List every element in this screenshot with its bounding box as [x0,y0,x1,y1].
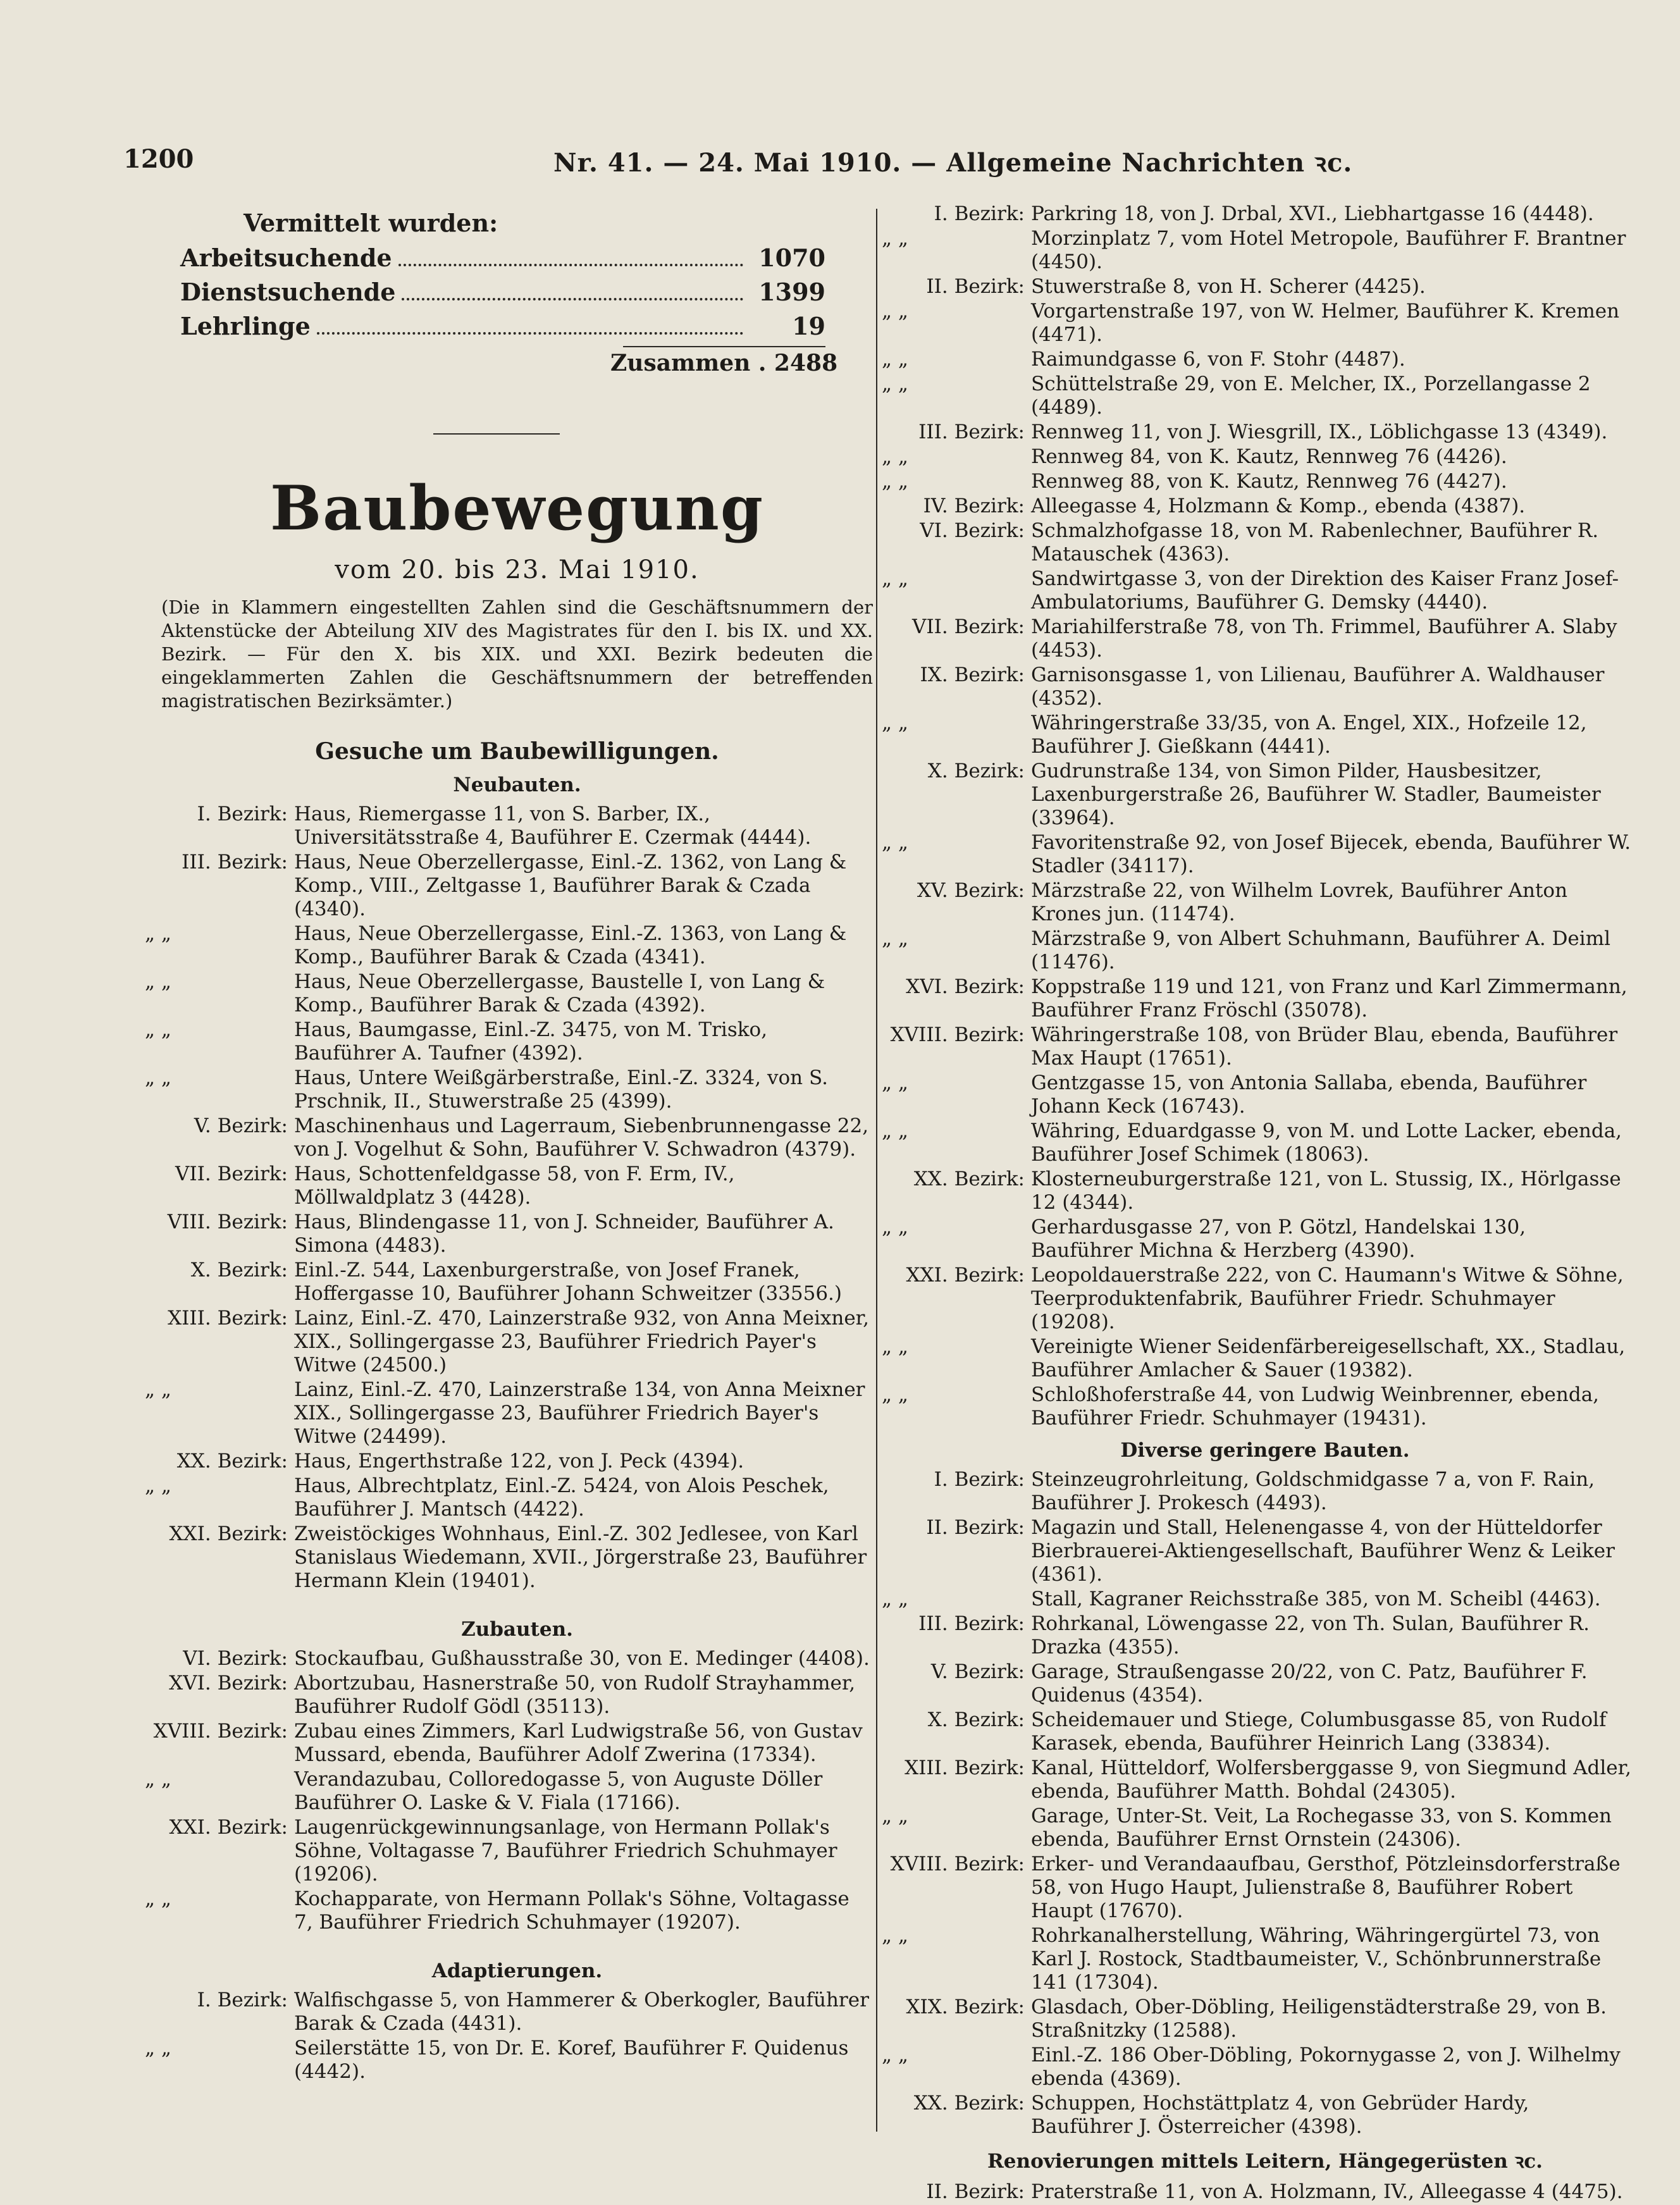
list-item [145,970,873,1017]
stats-row [180,309,825,343]
list-item [898,1660,1632,1707]
entry-text: Laugenrückgewinnungsanlage, von Hermann Pollak's Söhne, Voltagasse 7, Bauführer Friedrich Schuhmayer (19206). [294,1816,837,1886]
list-item [898,2092,1632,2139]
list-item [898,615,1632,662]
entry-text: Maschinenhaus und Lagerraum, Siebenbrunnengasse 22, von J. Vogelhut & Sohn, Bauführer V. Schwadron (4379). [294,1115,869,1161]
district-label: VIII. Bezirk: [167,1211,288,1233]
entry-text: Seilerstätte 15, von Dr. E. Koref, Bauführer F. Quidenus (4442). [294,2037,849,2083]
entry-text: Walfischgasse 5, von Hammerer & Oberkogler, Bauführer Barak & Czada (4431). [294,1989,869,2035]
list-item [161,1647,873,1671]
running-title: Nr. 41. — 24. Mai 1910. — Allgemeine Nachrichten ꝛc. [553,148,1353,178]
article-title: Baubewegung [270,472,764,544]
district-label: „ „ [882,712,908,734]
district-label: I. Bezirk: [934,1468,1025,1491]
district-label: „ „ [882,1335,908,1358]
district-label: „ „ [145,922,171,945]
list-item [898,1708,1632,1755]
district-label: „ „ [145,1474,171,1497]
list-item [898,275,1632,299]
district-label: „ „ [882,1216,908,1238]
right-column [882,202,1632,2205]
list-item [161,1115,873,1161]
entry-text: Währingerstraße 33/35, von A. Engel, XIX., Hofzeile 12, Bauführer J. Gießkann (4441). [1031,712,1587,758]
total-label: Zusammen [610,350,751,376]
district-label: X. Bezirk: [190,1259,288,1282]
list-item [890,1023,1632,1070]
list-item [898,1996,1632,2042]
entry-text: Schüttelstraße 29, von E. Melcher, IX., Porzellangasse 2 (4489). [1031,373,1591,419]
district-label: XXI. Bezirk: [169,1816,288,1839]
district-label: „ „ [145,1066,171,1089]
total-value: 2488 [774,350,838,376]
entry-text: Schloßhoferstraße 44, von Ludwig Weinbrenner, ebenda, Bauführer Friedr. Schuhmayer (19431). [1031,1383,1600,1430]
neubauten-list [145,803,873,1593]
entry-text: Leopoldauerstraße 222, von C. Haumann's Witwe & Söhne, Teerproduktenfabrik, Bauführer Friedr. Schuhmayer (19208). [1031,1264,1624,1333]
district-label: X. Bezirk: [927,760,1025,782]
list-item [882,373,1632,419]
district-label: „ „ [882,927,908,950]
list-item [882,227,1632,274]
district-label: „ „ [145,1018,171,1041]
page-header [123,144,1566,182]
district-label: III. Bezirk: [918,421,1025,443]
list-item [161,851,873,921]
list-item [882,300,1632,347]
entry-text: Verandazubau, Colloredogasse 5, von Auguste Döller Bauführer O. Laske & V. Fiala (17166). [294,1768,823,1814]
section-title: Gesuche um Baubewilligungen. [315,738,719,765]
list-item [882,927,1632,974]
list-item [898,1168,1632,1214]
entry-text: Gentzgasse 15, von Antonia Sallaba, ebenda, Bauführer Johann Keck (16743). [1031,1072,1587,1118]
entry-text: Märzstraße 9, von Albert Schuhmann, Bauführer A. Deiml (11476). [1031,927,1610,973]
list-item [898,519,1632,566]
entry-text: Stockaufbau, Gußhausstraße 30, von E. Medinger (4408). [294,1647,870,1670]
list-item [882,831,1632,878]
entry-text: Schmalzhofgasse 18, von M. Rabenlechner, Bauführer R. Matauschek (4363). [1031,519,1599,565]
subsection-title-diverse: Diverse geringere Bauten. [1120,1439,1410,1462]
entry-text: Lainz, Einl.-Z. 470, Lainzerstraße 134, von Anna Meixner XIX., Sollingergasse 23, Bauführer Friedrich Bayer's Witwe (24499). [294,1378,865,1448]
stats-label: Arbeitsuchende [180,244,392,272]
district-label: „ „ [882,1383,908,1406]
list-item [145,1378,873,1448]
list-item [898,879,1632,926]
district-label: „ „ [882,227,908,250]
district-label: XX. Bezirk: [913,1168,1025,1190]
entry-text: Haus, Neue Oberzellergasse, Baustelle I, von Lang & Komp., Bauführer Barak & Czada (4392). [294,970,825,1016]
entry-text: Raimundgasse 6, von F. Stohr (4487). [1031,348,1405,371]
district-label: VII. Bezirk: [911,615,1025,638]
entry-text: Haus, Engerthstraße 122, von J. Peck (4394). [294,1450,744,1473]
section-separator [433,433,560,435]
entry-text: Klosterneuburgerstraße 121, von L. Stussig, IX., Hörlgasse 12 (4344). [1031,1168,1621,1214]
list-item [898,2180,1632,2204]
list-item [882,1383,1632,1430]
adaptierungen-list [145,1989,873,2084]
district-label: XXI. Bezirk: [169,1522,288,1545]
entry-text: Haus, Schottenfeldgasse 58, von F. Erm, IV., Möllwaldplatz 3 (4428). [294,1163,735,1209]
list-item [161,1211,873,1257]
district-label: V. Bezirk: [194,1115,288,1137]
district-label: „ „ [145,1768,171,1791]
diverse-list [882,1468,1632,2139]
entry-text: Stall, Kagraner Reichsstraße 385, von M. Scheibl (4463). [1031,1588,1601,1610]
district-label: „ „ [145,2037,171,2060]
list-item [882,1805,1632,1851]
leader-dots [317,309,743,335]
entry-text: Magazin und Stall, Helenengasse 4, von der Hütteldorfer Bierbrauerei-Aktiengesellschaft, Bauführer Wenz & Leiker (4361). [1031,1516,1615,1586]
entry-text: Favoritenstraße 92, von Josef Bijecek, ebenda, Bauführer W. Stadler (34117). [1031,831,1631,877]
district-label: XV. Bezirk: [917,879,1025,902]
entry-text: Rennweg 11, von J. Wiesgrill, IX., Löblichgasse 13 (4349). [1031,421,1608,443]
list-item [882,712,1632,758]
entry-text: Schuppen, Hochstättplatz 4, von Gebrüder Hardy, Bauführer J. Österreicher (4398). [1031,2092,1529,2138]
entry-text: Haus, Baumgasse, Einl.-Z. 3475, von M. Trisko, Bauführer A. Taufner (4392). [294,1018,768,1065]
entry-text: Haus, Neue Oberzellergasse, Einl.-Z. 1362, von Lang & Komp., VIII., Zeltgasse 1, Bauführer Barak & Czada (4340). [294,851,847,920]
district-label: VI. Bezirk: [183,1647,288,1670]
entry-text: Stuwerstraße 8, von H. Scherer (4425). [1031,275,1426,298]
district-label: II. Bezirk: [926,275,1025,298]
list-item [898,495,1632,518]
entry-text: Währing, Eduardgasse 9, von M. und Lotte Lacker, ebenda, Bauführer Josef Schimek (18063). [1031,1120,1622,1166]
entry-text: Lainz, Einl.-Z. 470, Lainzerstraße 932, von Anna Meixner, XIX., Sollingergasse 23, Bauführer Friedrich Payer's Witwe (24500.) [294,1307,869,1376]
stats-value: 1399 [758,278,825,306]
list-item [882,1588,1632,1611]
district-label: I. Bezirk: [197,1989,288,2011]
list-item [882,445,1632,469]
renovierungen-list [898,2180,1632,2204]
list-item [882,567,1632,614]
district-label: „ „ [882,1588,908,1610]
article-subtitle: vom 20. bis 23. Mai 1910. [335,555,700,584]
list-item [882,1120,1632,1166]
entry-text: Erker- und Verandaaufbau, Gersthof, Pötzleinsdorferstraße 58, von Hugo Haupt, Julienstraße 8, Bauführer Robert Haupt (17670). [1031,1853,1621,1922]
column-divider [876,209,877,2132]
entry-text: Märzstraße 22, von Wilhelm Lovrek, Bauführer Anton Krones jun. (11474). [1031,879,1568,925]
entry-text: Kochapparate, von Hermann Pollak's Söhne, Voltagasse 7, Bauführer Friedrich Schuhmayer (19207). [294,1887,849,1934]
district-label: I. Bezirk: [197,803,288,825]
district-label: I. Bezirk: [934,202,1025,225]
entry-text: Rohrkanalherstellung, Währing, Währingergürtel 73, von Karl J. Rostock, Stadtbaumeister, V., Schönbrunnerstraße 141 (17304). [1031,1924,1602,1994]
entry-text: Glasdach, Ober-Döbling, Heiligenstädterstraße 29, von B. Straßnitzky (12588). [1031,1996,1607,2042]
entry-text: Parkring 18, von J. Drbal, XVI., Liebhartgasse 16 (4448). [1031,202,1594,225]
district-label: „ „ [145,1887,171,1910]
list-item [161,1522,873,1593]
district-label: XVIII. Bezirk: [890,1853,1025,1875]
entry-text: Garnisonsgasse 1, von Lilienau, Bauführer A. Waldhauser (4352). [1031,664,1605,710]
leader-dots [402,275,743,300]
list-item [161,1989,873,2035]
stats-total: Zusammen . 2488 [610,350,838,376]
stats-value: 1070 [758,244,825,272]
district-label: XXI. Bezirk: [906,1264,1025,1287]
entry-text: Gudrunstraße 134, von Simon Pilder, Hausbesitzer, Laxenburgerstraße 26, Bauführer W. Stadler, Baumeister (33964). [1031,760,1601,829]
district-label: VII. Bezirk: [175,1163,288,1185]
zubauten-list [145,1647,873,1934]
entry-text: Rennweg 88, von K. Kautz, Rennweg 76 (4427). [1031,470,1507,493]
entry-text: Währingerstraße 108, von Brüder Blau, ebenda, Bauführer Max Haupt (17651). [1031,1023,1618,1070]
list-item [161,1163,873,1209]
district-label: „ „ [882,831,908,854]
list-item [145,1768,873,1815]
adaptierungen-list-continued [882,202,1632,1430]
entry-text: Abortzubau, Hasnerstraße 50, von Rudolf Strayhammer, Bauführer Rudolf Gödl (35113). [294,1672,856,1718]
leader-dots [398,241,743,266]
district-label: XVIII. Bezirk: [153,1720,288,1743]
district-label: X. Bezirk: [927,1708,1025,1731]
list-item [898,1264,1632,1334]
stats-label: Dienstsuchende [180,278,396,306]
district-label: XIII. Bezirk: [905,1757,1025,1779]
list-item [882,2044,1632,2091]
list-item [882,1335,1632,1382]
sum-rule [623,346,825,347]
list-item [898,1468,1632,1515]
list-item [161,803,873,849]
list-item [898,421,1632,444]
list-item [161,1259,873,1306]
district-label: „ „ [882,2044,908,2066]
list-item [161,1672,873,1719]
district-label: II. Bezirk: [926,1516,1025,1539]
list-item [145,1474,873,1521]
district-label: III. Bezirk: [182,851,288,874]
district-label: „ „ [145,1378,171,1401]
district-label: XIX. Bezirk: [906,1996,1025,2018]
list-item [898,760,1632,830]
district-label: XVIII. Bezirk: [890,1023,1025,1046]
district-label: „ „ [882,348,908,371]
stats-row [180,241,825,275]
list-item [882,1924,1632,1994]
district-label: III. Bezirk: [918,1612,1025,1635]
entry-text: Einl.-Z. 544, Laxenburgerstraße, von Josef Franek, Hoffergasse 10, Bauführer Johann Schweitzer (33556.) [294,1259,843,1305]
list-item [898,1612,1632,1659]
entry-text: Haus, Untere Weißgärberstraße, Einl.-Z. 3324, von S. Prschnik, II., Stuwerstraße 25 (4399). [294,1066,828,1113]
page-number: 1200 [123,144,194,174]
list-item [145,1018,873,1065]
entry-text: Vorgartenstraße 197, von W. Helmer, Bauführer K. Kremen (4471). [1031,300,1620,346]
entry-text: Haus, Albrechtplatz, Einl.-Z. 5424, von Alois Peschek, Bauführer J. Mantsch (4422). [294,1474,829,1521]
entry-text: Kanal, Hütteldorf, Wolfersberggasse 9, von Siegmund Adler, ebenda, Bauführer Matth. Bohdal (24305). [1031,1757,1631,1803]
entry-text: Mariahilferstraße 78, von Th. Frimmel, Bauführer A. Slaby (4453). [1031,615,1617,662]
entry-text: Zweistöckiges Wohnhaus, Einl.-Z. 302 Jedlesee, von Karl Stanislaus Wiedemann, XVII., Jörgerstraße 23, Bauführer Hermann Klein (19401). [294,1522,867,1592]
entry-text: Scheidemauer und Stiege, Columbusgasse 85, von Rudolf Karasek, ebenda, Bauführer Heinrich Lang (33834). [1031,1708,1607,1755]
district-label: „ „ [882,373,908,395]
left-column [145,202,873,2085]
list-item [898,1516,1632,1586]
district-label: „ „ [882,567,908,590]
district-label: IX. Bezirk: [920,664,1025,686]
entry-text: Rohrkanal, Löwengasse 22, von Th. Sulan, Bauführer R. Drazka (4355). [1031,1612,1590,1658]
stats-label: Lehrlinge [180,312,311,340]
district-label: „ „ [882,470,908,493]
stats-row [180,275,825,309]
list-item [882,1216,1632,1263]
entry-text: Koppstraße 119 und 121, von Franz und Karl Zimmermann, Bauführer Franz Fröschl (35078). [1031,975,1628,1022]
entry-text: Vereinigte Wiener Seidenfärbereigesellschaft, XX., Stadlau, Bauführer Amlacher & Sauer (19382). [1031,1335,1626,1381]
district-label: II. Bezirk: [926,2180,1025,2203]
stats-title: Vermittelt wurden: [244,209,498,237]
list-item [882,470,1632,493]
list-item [890,1853,1632,1923]
district-label: VI. Bezirk: [920,519,1025,542]
entry-text: Haus, Neue Oberzellergasse, Einl.-Z. 1363, von Lang & Komp., Bauführer Barak & Czada (4341). [294,922,847,968]
list-item [898,202,1632,226]
district-label: „ „ [882,1805,908,1827]
subsection-title-zubauten: Zubauten. [461,1618,573,1641]
list-item [882,1072,1632,1118]
district-label: „ „ [882,1072,908,1094]
district-label: „ „ [882,300,908,323]
article-note: (Die in Klammern eingestellten Zahlen sind die Geschäftsnummern der Aktenstücke der Abteilung XIV des Magistrates für den I. bis IX. und XX. Bezirk. — Für den X. bis XIX. und XXI. Bezirk bedeuten die eingeklammerten Zahlen die Geschäftsnummern der betreffenden magistratischen Bezirksämter.) [161,596,873,712]
entry-text: Morzinplatz 7, vom Hotel Metropole, Bauführer F. Brantner (4450). [1031,227,1626,273]
list-item [145,922,873,969]
entry-text: Zubau eines Zimmers, Karl Ludwigstraße 56, von Gustav Mussard, ebenda, Bauführer Adolf Zwerina (17334). [294,1720,863,1766]
district-label: IV. Bezirk: [923,495,1025,517]
subsection-title-neubauten: Neubauten. [453,774,581,796]
list-item [161,1450,873,1473]
subsection-title-adaptierungen: Adaptierungen. [431,1960,603,1982]
entry-text: Haus, Riemergasse 11, von S. Barber, IX., Universitätsstraße 4, Bauführer E. Czermak (4444). [294,803,812,849]
district-label: „ „ [145,970,171,993]
district-label: „ „ [882,445,908,468]
subsection-title-renovierungen: Renovierungen mittels Leitern, Hängegerüsten ꝛc. [987,2150,1543,2173]
district-label: XIII. Bezirk: [168,1307,288,1330]
list-item [161,1307,873,1377]
list-item [145,2037,873,2084]
district-label: XX. Bezirk: [913,2092,1025,2115]
stats-value: 19 [792,312,825,340]
entry-text: Praterstraße 11, von A. Holzmann, IV., Alleegasse 4 (4475). [1031,2180,1623,2203]
entry-text: Gerhardusgasse 27, von P. Götzl, Handelskai 130, Bauführer Michna & Herzberg (4390). [1031,1216,1526,1262]
entry-text: Garage, Unter-St. Veit, La Rochegasse 33, von S. Kommen ebenda, Bauführer Ernst Ornstein (24306). [1031,1805,1612,1851]
district-label: „ „ [882,1924,908,1947]
list-item [898,664,1632,710]
list-item [153,1720,873,1767]
district-label: XVI. Bezirk: [906,975,1025,998]
entry-text: Haus, Blindengasse 11, von J. Schneider, Bauführer A. Simona (4483). [294,1211,834,1257]
entry-text: Einl.-Z. 186 Ober-Döbling, Pokornygasse 2, von J. Wilhelmy ebenda (4369). [1031,2044,1621,2090]
entry-text: Alleegasse 4, Holzmann & Komp., ebenda (4387). [1031,495,1526,517]
district-label: XVI. Bezirk: [169,1672,288,1695]
entry-text: Garage, Straußengasse 20/22, von C. Patz, Bauführer F. Quidenus (4354). [1031,1660,1588,1707]
entry-text: Rennweg 84, von K. Kautz, Rennweg 76 (4426). [1031,445,1507,468]
list-item [898,975,1632,1022]
list-item [145,1066,873,1113]
entry-text: Steinzeugrohrleitung, Goldschmidgasse 7 a, von F. Rain, Bauführer J. Prokesch (4493). [1031,1468,1595,1514]
district-label: XX. Bezirk: [176,1450,288,1473]
district-label: „ „ [882,1120,908,1142]
district-label: V. Bezirk: [930,1660,1025,1683]
placement-statistics [180,209,873,376]
list-item [161,1816,873,1886]
list-item [882,348,1632,371]
list-item [145,1887,873,1934]
entry-text: Sandwirtgasse 3, von der Direktion des Kaiser Franz Josef-Ambulatoriums, Bauführer G. Demsky (4440). [1031,567,1619,614]
list-item [898,1757,1632,1803]
